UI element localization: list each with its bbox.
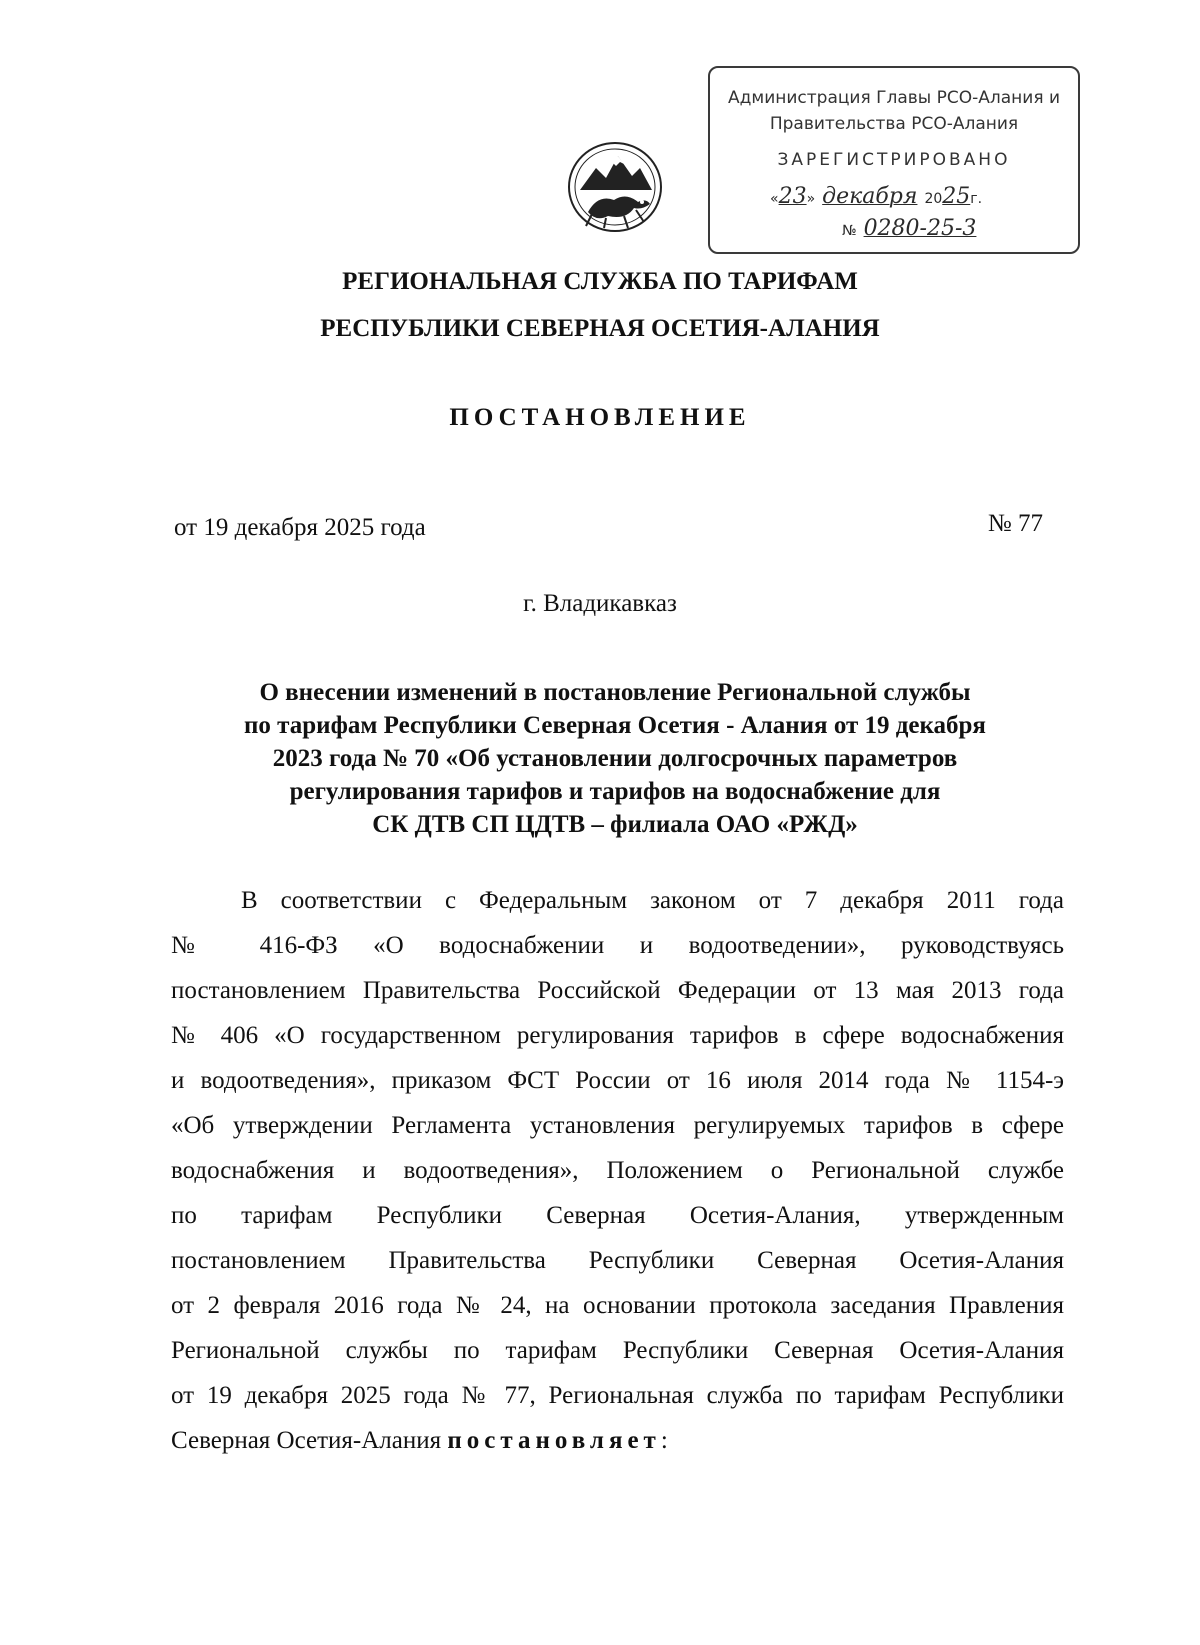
stamp-number bbox=[842, 216, 976, 241]
subject-line: СК ДТВ СП ЦДТВ – филиала ОАО «РЖД» bbox=[372, 811, 858, 838]
body-line: «Об утверждении Регламента установления регулируемых тарифов в сфере bbox=[171, 1112, 1064, 1139]
body-last-line bbox=[171, 1418, 1064, 1463]
document-city: г. Владикавказ bbox=[523, 590, 677, 617]
document-date: от 19 декабря 2025 года bbox=[174, 514, 426, 541]
body-line: и водоотведения», приказом ФСТ России от 16 июля 2014 года № 1154-э bbox=[171, 1067, 1064, 1094]
body-line: постановлением Правительства Республики Северная Осетия-Алания bbox=[171, 1247, 1064, 1274]
body-line: от 2 февраля 2016 года № 24, на основании протокола заседания Правления bbox=[171, 1292, 1064, 1319]
body-last-line-prefix: Северная Осетия-Алания bbox=[171, 1427, 448, 1454]
body-last-line-suffix: : bbox=[660, 1427, 668, 1454]
body-line: В соответствии с Федеральным законом от 7 декабря 2011 года bbox=[241, 887, 1064, 914]
document-number: № 77 bbox=[987, 510, 1043, 537]
stamp-org-line-2: Правительства РСО-Алания bbox=[769, 114, 1019, 134]
stamp-date-year-mark: г. bbox=[970, 191, 983, 207]
subject-line: 2023 года № 70 «Об установлении долгосрочных параметров bbox=[272, 745, 958, 772]
stamp-number-mark: № bbox=[842, 223, 857, 239]
body-line: по тарифам Республики Северная Осетия-Алания, утвержденным bbox=[171, 1202, 1064, 1229]
document-type-title: ПОСТАНОВЛЕНИЕ bbox=[449, 404, 751, 431]
body-line: от 19 декабря 2025 года № 77, Региональная служба по тарифам Республики bbox=[171, 1382, 1064, 1409]
stamp-date: «23» декабря 2025г. bbox=[770, 184, 983, 209]
subject-line: регулирования тарифов и тарифов на водоснабжение для bbox=[289, 778, 941, 805]
body-line: № 406 «О государственном регулирования тарифов в сфере водоснабжения bbox=[171, 1022, 1064, 1049]
document-body bbox=[171, 878, 1064, 1463]
stamp-date-month: декабря bbox=[822, 184, 918, 209]
body-line: № 416-ФЗ «О водоснабжении и водоотведении», руководствуясь bbox=[171, 932, 1064, 959]
body-line: Региональной службы по тарифам Республики Северная Осетия-Алания bbox=[171, 1337, 1064, 1364]
stamp-date-year-prefix: 20 bbox=[924, 191, 943, 207]
org-title-line-1: РЕГИОНАЛЬНАЯ СЛУЖБА ПО ТАРИФАМ bbox=[342, 268, 858, 295]
stamp-org-line-1: Администрация Главы РСО-Алания и bbox=[727, 88, 1060, 108]
body-line: водоснабжения и водоотведения», Положением о Региональной службе bbox=[171, 1157, 1064, 1184]
document-subject bbox=[170, 676, 1060, 841]
stamp-registered-label: ЗАРЕГИСТРИРОВАНО bbox=[777, 150, 1011, 170]
stamp-date-year-suffix: 25 bbox=[942, 184, 971, 209]
subject-line: по тарифам Республики Северная Осетия - Алания от 19 декабря bbox=[244, 712, 986, 739]
body-line: постановлением Правительства Российской Федерации от 13 мая 2013 года bbox=[171, 977, 1064, 1004]
subject-line: О внесении изменений в постановление Региональной службы bbox=[259, 679, 971, 706]
stamp-number-value: 0280-25-3 bbox=[863, 216, 977, 241]
stamp-date-day: 23 bbox=[778, 184, 807, 209]
registration-stamp bbox=[708, 66, 1080, 254]
decree-word: постановляет bbox=[447, 1427, 661, 1454]
org-title-line-2: РЕСПУБЛИКИ СЕВЕРНАЯ ОСЕТИЯ-АЛАНИЯ bbox=[320, 315, 880, 342]
coat-of-arms-icon bbox=[562, 132, 668, 238]
